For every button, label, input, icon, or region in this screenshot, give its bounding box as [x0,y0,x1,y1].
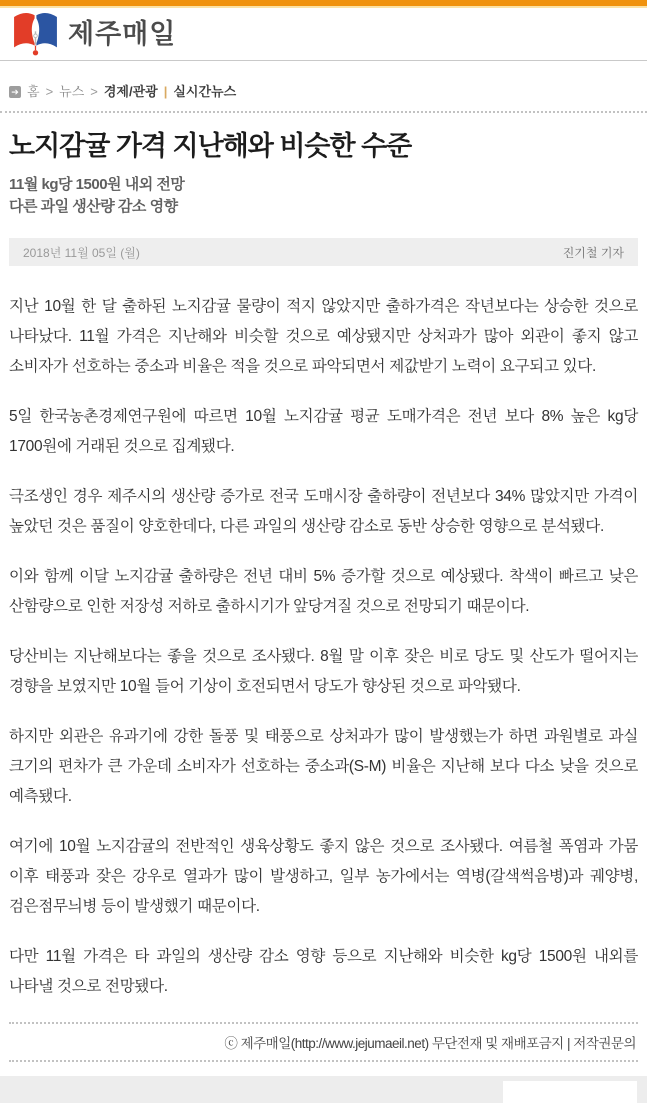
article-paragraph: 지난 10월 한 달 출하된 노지감귤 물량이 적지 않았지만 출하가격은 작년보다는 상승한 것으로 나타났다. 11월 가격은 지난해와 비슷할 것으로 예상됐지만 상처과가 많아 외관이 좋지 않고 소비자가 선호하는 중소과 비율은 적을 것으로 파악되면서 제값받기 노력이 요구되고 있다. [9,298,638,376]
copyright-contact-link[interactable]: 저작권문의 [573,1036,636,1052]
breadcrumb-separator: > [45,84,54,99]
article-paragraph: 이와 함께 이달 노지감귤 출하량은 전년 대비 5% 증가할 것으로 예상됐다. 착색이 빠르고 낮은 산함량으로 인한 저장성 저하로 출하시기가 앞당겨질 것으로 전망되기 때문이다. [9,568,638,616]
article-meta-bar [9,238,638,266]
article-date: 2018년 11월 05일 (월) [23,245,140,260]
copyright-text: ⓒ 제주매일(http://www.jejumaeil.net) 무단전재 및 재배포금지 [224,1036,564,1052]
breadcrumb [9,85,638,99]
article-paragraph: 하지만 외관은 유과기에 강한 돌풍 및 태풍으로 상처과가 많이 발생했는가 하면 과원별로 과실 크기의 편차가 큰 가운데 소비자가 선호하는 중소과(S-M) 비율은 지난해 보다 다소 낮을 것으로 예측됐다. [9,728,638,806]
breadcrumb-arrow-icon: ➔ [9,86,21,98]
footer-placeholder-box [503,1081,637,1103]
top-dotted-divider [0,111,647,113]
article-title: 노지감귤 가격 지난해와 비슷한 수준 [9,131,412,161]
article-subtitle-line: 11월 kg당 1500원 내외 전망 [9,176,185,194]
article-body [9,292,638,1002]
breadcrumb-category-link[interactable]: 경제/관광 [103,84,158,99]
article-reporter: 진기철 기자 [562,245,624,260]
breadcrumb-pipe-separator: | [163,84,168,99]
breadcrumb-separator: > [90,84,98,99]
site-header [0,8,647,61]
article-paragraph: 다만 11월 가격은 타 과일의 생산량 감소 영향 등으로 지난해와 비슷한 kg당 1500원 내외를 나타낼 것으로 전망됐다. [9,948,638,996]
article-paragraph: 당산비는 지난해보다는 좋을 것으로 조사됐다. 8월 말 이후 잦은 비로 당도 및 산도가 떨어지는 경향을 보였지만 10월 들어 기상이 호전되면서 당도가 향상된 것으로 파악됐다. [9,648,638,696]
bottom-footer-strip [0,1076,647,1103]
article-paragraph: 5일 한국농촌경제연구원에 따르면 10월 노지감귤 평균 도매가격은 전년 보다 8% 높은 kg당 1700원에 거래된 것으로 집계됐다. [9,408,638,456]
site-name: 제주매일 [68,18,177,49]
site-logo[interactable] [12,9,176,59]
article-head [9,129,638,218]
copyright-pipe-separator: | [567,1036,571,1052]
article-paragraph: 여기에 10월 노지감귤의 전반적인 생육상황도 좋지 않은 것으로 조사됐다. 여름철 폭염과 가뭄 이후 태풍과 잦은 강우로 열과가 많이 발생하고, 일부 농가에서는 역병(갈색썩음병)과 궤양병, 검은점무늬병 등이 발생했기 때문이다. [9,838,638,916]
breadcrumb-section-link[interactable]: 실시간뉴스 [173,84,237,99]
breadcrumb-home-link[interactable]: 홈 [27,84,40,99]
article-subtitle-line: 다른 과일 생산량 감소 영향 [9,198,178,216]
article-paragraph: 극조생인 경우 제주시의 생산량 증가로 전국 도매시장 출하량이 전년보다 34% 많았지만 가격이 높았던 것은 품질이 양호한데다, 다른 과일의 생산량 감소로 동반 상승한 영향으로 분석됐다. [9,488,638,536]
copyright-row [9,1022,638,1062]
jejumaeil-book-pen-icon [12,9,59,59]
top-accent-bar [0,0,647,8]
article-subtitles [9,174,638,218]
breadcrumb-news-link[interactable]: 뉴스 [59,84,85,99]
